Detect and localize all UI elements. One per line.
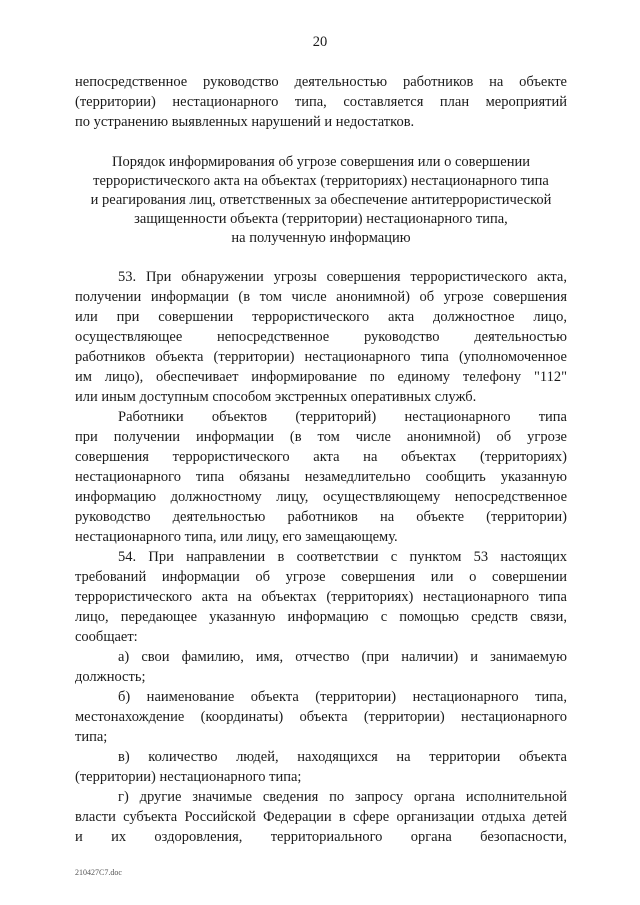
- text-line: сообщает:: [75, 629, 138, 645]
- text-line: местонахождение (координаты) объекта (территории) нестационарного: [75, 709, 567, 725]
- text-line: в) количество людей, находящихся на территории объекта: [118, 749, 567, 765]
- text-line: руководство деятельностью работников на объекте (территории): [75, 509, 567, 525]
- document-body: [75, 72, 567, 847]
- text-line: работников объекта (территории) нестационарного типа (уполномоченное: [75, 349, 567, 365]
- heading-line: террористического акта на объектах (территориях) нестационарного типа: [93, 173, 549, 189]
- clause-53-paragraph: [75, 267, 567, 407]
- list-item-b: [75, 687, 567, 747]
- workers-paragraph: [75, 407, 567, 547]
- clause-54-paragraph: [75, 547, 567, 647]
- file-name-footer: 210427С7.doc: [75, 868, 122, 877]
- text-line: и их оздоровления, территориального органа безопасности,: [75, 829, 567, 845]
- text-line: должность;: [75, 669, 146, 685]
- text-line: б) наименование объекта (территории) нестационарного типа,: [118, 689, 567, 705]
- text-line: (территории) нестационарного типа, составляется план мероприятий: [75, 94, 567, 110]
- list-item-v: [75, 747, 567, 787]
- text-line: (территории) нестационарного типа;: [75, 769, 302, 785]
- text-line: непосредственное руководство деятельностью работников на объекте: [75, 74, 567, 90]
- text-line: по устранению выявленных нарушений и недостатков.: [75, 114, 415, 130]
- text-line: или при совершении террористического акта должностное лицо,: [75, 309, 567, 325]
- text-line: совершения террористического акта на объектах (территориях): [75, 449, 567, 465]
- heading-line: защищенности объекта (территории) нестационарного типа,: [134, 211, 508, 227]
- heading-line: Порядок информирования об угрозе совершения или о совершении: [111, 154, 531, 170]
- text-line: требований информации об угрозе совершения или о совершении: [75, 569, 567, 585]
- text-line: а) свои фамилию, имя, отчество (при наличии) и занимаемую: [118, 649, 567, 665]
- text-line: им лицо), обеспечивает информирование по единому телефону "112": [75, 369, 567, 385]
- text-line: террористического акта на объектах (территориях) нестационарного типа: [75, 589, 567, 605]
- text-line: Работники объектов (территорий) нестационарного типа: [118, 409, 567, 425]
- text-line: при получении информации (в том числе анонимной) об угрозе: [75, 429, 567, 445]
- text-line: или иным доступным способом экстренных оперативных служб.: [75, 389, 477, 405]
- text-line: нестационарного типа обязаны незамедлительно сообщить указанную: [75, 469, 567, 485]
- page-number: 20: [312, 34, 328, 50]
- text-line: информацию должностному лицу, осуществляющему непосредственное: [75, 489, 567, 505]
- intro-paragraph: [75, 72, 567, 132]
- text-line: нестационарного типа, или лицу, его замещающему.: [75, 529, 398, 545]
- list-item-a: [75, 647, 567, 687]
- section-heading: [75, 153, 567, 248]
- heading-line: и реагирования лиц, ответственных за обеспечение антитеррористической: [90, 192, 552, 208]
- list-item-g: [75, 787, 567, 847]
- text-line: типа;: [75, 729, 108, 745]
- text-line: лицо, передающее указанную информацию с помощью средств связи,: [75, 609, 567, 625]
- text-line: 54. При направлении в соответствии с пунктом 53 настоящих: [118, 549, 567, 565]
- text-line: осуществляющее непосредственное руководство деятельностью: [75, 329, 567, 345]
- text-line: 53. При обнаружении угрозы совершения террористического акта,: [118, 269, 567, 285]
- heading-line: на полученную информацию: [231, 230, 411, 246]
- text-line: г) другие значимые сведения по запросу органа исполнительной: [118, 789, 567, 805]
- text-line: власти субъекта Российской Федерации в сфере организации отдыха детей: [75, 809, 567, 825]
- text-line: получении информации (в том числе анонимной) об угрозе совершения: [75, 289, 567, 305]
